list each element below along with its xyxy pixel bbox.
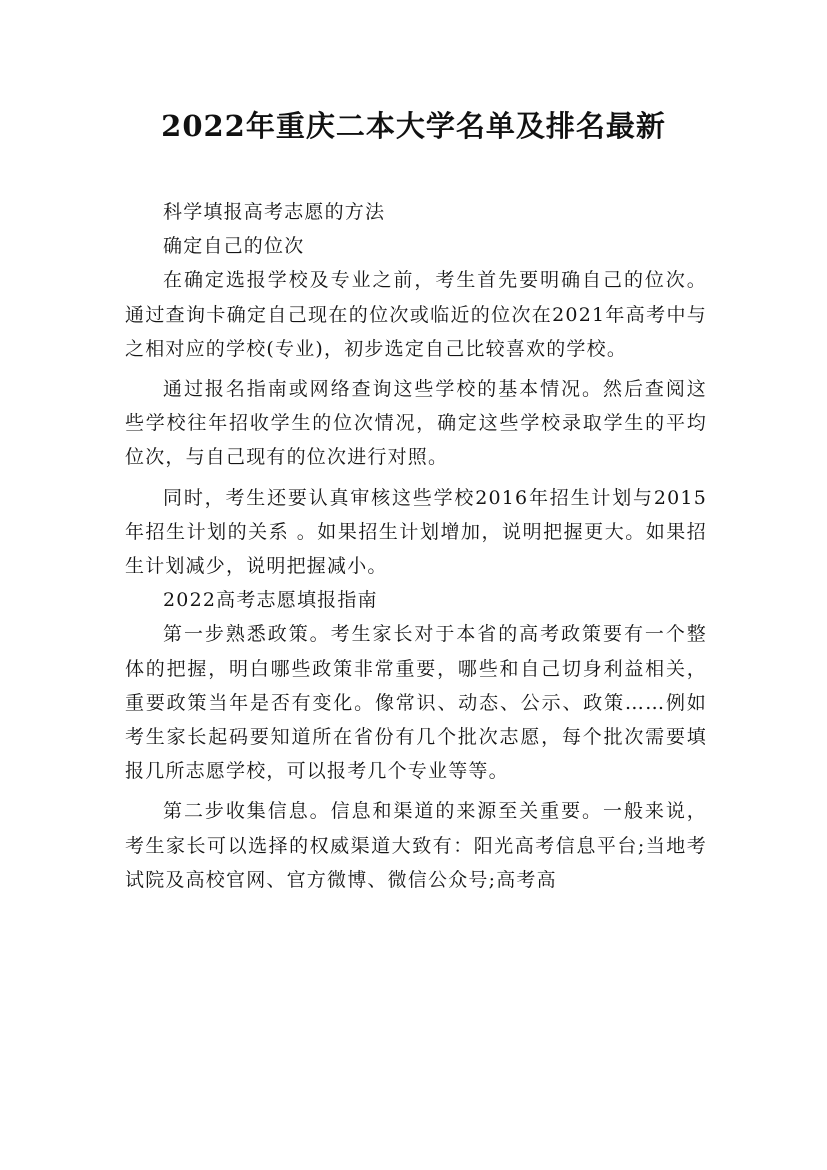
document-title: 2022年重庆二本大学名单及排名最新 xyxy=(161,109,666,143)
document-body xyxy=(125,195,707,897)
paragraph: 第二步收集信息。信息和渠道的来源至关重要。一般来说，考生家长可以选择的权威渠道大致有：阳光高考信息平台;当地考试院及高校官网、官方微博、微信公众号;高考高 xyxy=(125,800,707,891)
heading-method: 科学填报高考志愿的方法 xyxy=(163,201,386,223)
paragraph: 通过报名指南或网络查询这些学校的基本情况。然后查阅这些学校往年招收学生的位次情况，确定这些学校录取学生的平均位次，与自己现有的位次进行对照。 xyxy=(125,378,707,469)
paragraph: 在确定选报学校及专业之前，考生首先要明确自己的位次。通过查询卡确定自己现在的位次或临近的位次在2021年高考中与之相对应的学校(专业)，初步选定自己比较喜欢的学校。 xyxy=(125,269,707,360)
paragraph: 第一步熟悉政策。考生家长对于本省的高考政策要有一个整体的把握，明白哪些政策非常重要，哪些和自己切身利益相关，重要政策当年是否有变化。像常识、动态、公示、政策……例如考生家长起码要知道所在省份有几个批次志愿，每个批次需要填报几所志愿学校，可以报考几个专业等等。 xyxy=(125,623,707,783)
paragraph: 同时，考生还要认真审核这些学校2016年招生计划与2015年招生计划的关系 。如果招生计划增加，说明把握更大。如果招生计划减少，说明把握减小。 xyxy=(125,486,707,578)
heading-guide: 2022高考志愿填报指南 xyxy=(163,589,378,612)
subheading-rank: 确定自己的位次 xyxy=(163,235,305,258)
